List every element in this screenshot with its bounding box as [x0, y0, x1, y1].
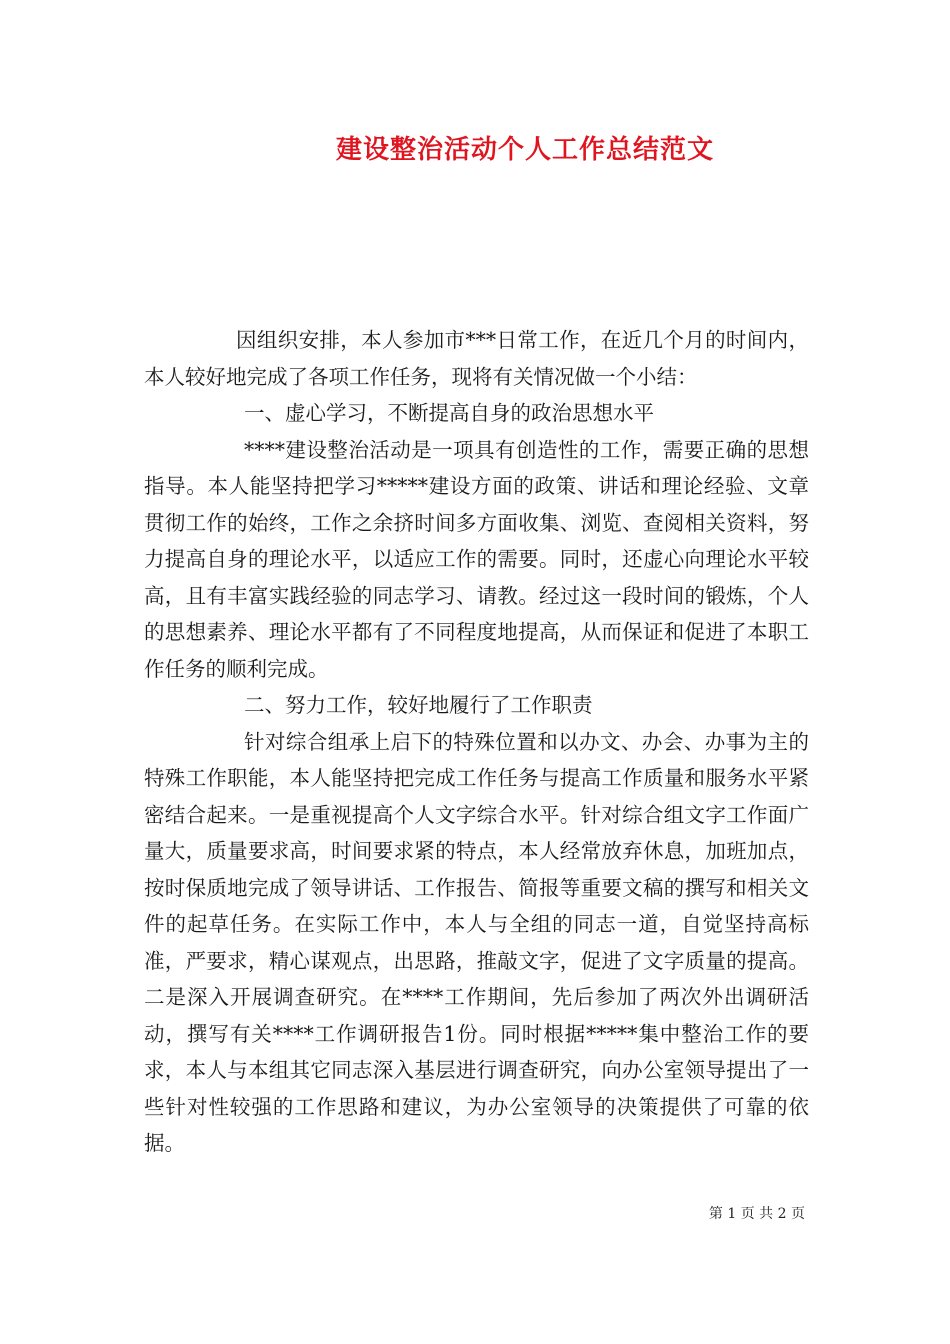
intro-paragraph: 因组织安排，本人参加市***日常工作，在近几个月的时间内，本人较好地完成了各项工作任务，现将有关情况做一个小结： [144, 328, 809, 389]
section-paragraph-1: ****建设整治活动是一项具有创造性的工作，需要正确的思想指导。本人能坚持把学习*****建设方面的政策、讲话和理论经验、文章贯彻工作的始终，工作之余挤时间多方面收集、浏览、查阅相关资料，努力提高自身的理论水平，以适应工作的需要。同时，还虚心向理论水平较高，且有丰富实践经验的同志学习、请教。经过这一段时间的锻炼，个人的思想素养、理论水平都有了不同程度地提高，从而保证和促进了本职工作任务的顺利完成。 [144, 437, 809, 681]
page-footer [0, 1204, 805, 1224]
section-paragraph-2: 针对综合组承上启下的特殊位置和以办文、办会、办事为主的特殊工作职能，本人能坚持把完成工作任务与提高工作质量和服务水平紧密结合起来。一是重视提高个人文字综合水平。针对综合组文字工作面广量大，质量要求高，时间要求紧的特点，本人经常放弃休息，加班加点，按时保质地完成了领导讲话、工作报告、简报等重要文稿的撰写和相关文件的起草任务。在实际工作中，本人与全组的同志一道，自觉坚持高标准，严要求，精心谋观点，出思路，推敲文字，促进了文字质量的提高。二是深入开展调查研究。在****工作期间，先后参加了两次外出调研活动，撰写有关****工作调研报告1份。同时根据*****集中整治工作的要求，本人与本组其它同志深入基层进行调查研究，向办公室领导提出了一些针对性较强的工作思路和建议，为办公室领导的决策提供了可靠的依据。 [144, 729, 809, 1155]
document-body [144, 322, 809, 1162]
page-number-label: 第 1 页 共 2 页 [708, 1206, 805, 1222]
section-heading-1: 一、虚心学习，不断提高自身的政治思想水平 [244, 401, 654, 425]
section-heading-2: 二、努力工作，较好地履行了工作职责 [244, 693, 593, 717]
document-title: 建设整治活动个人工作总结范文 [335, 135, 714, 165]
